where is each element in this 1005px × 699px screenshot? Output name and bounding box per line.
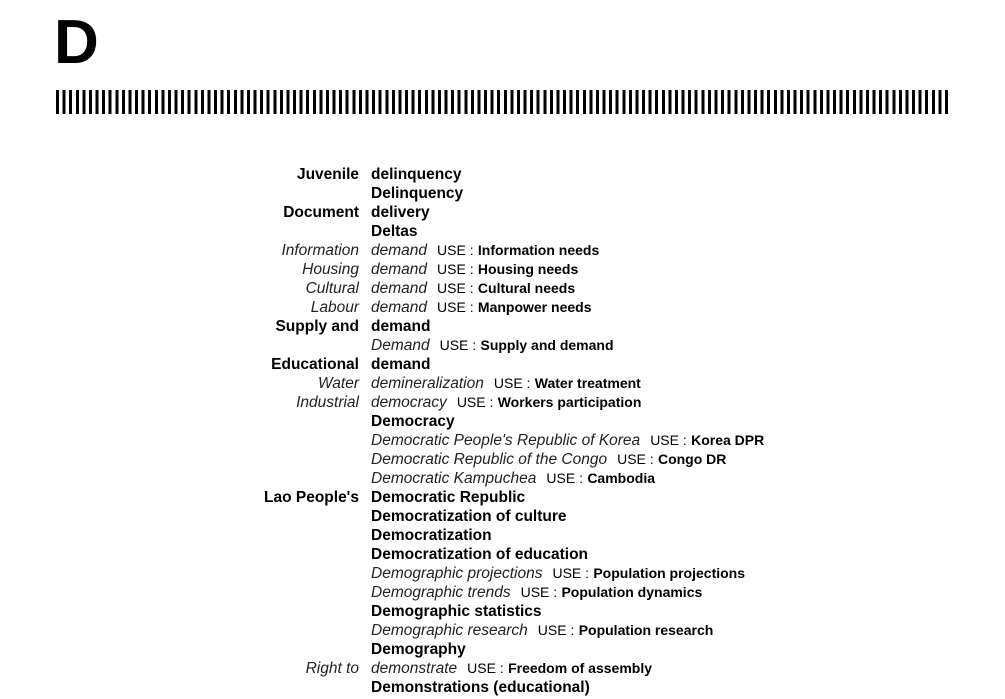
use-target: Supply and demand [480,337,614,353]
entry-term-group [371,184,463,203]
entry-term: Democratic Republic [371,489,526,506]
use-target: Manpower needs [477,299,592,315]
entry-term-group [371,241,599,260]
index-entry [0,260,1005,279]
entry-term-group [371,659,652,678]
use-target: Korea DPR [691,432,765,448]
entry-term-group [371,431,764,450]
entry-term: Democratic Republic of the Congo [371,451,608,468]
entry-term-group [371,526,492,545]
use-label: USE : [437,280,474,296]
entry-term-group [371,222,418,241]
section-letter: D [54,8,99,77]
use-target: Water treatment [534,375,641,391]
entry-term: Demographic trends [371,584,511,601]
index-entry [0,203,1005,222]
decorative-bar-rule [56,90,948,114]
entry-term-group [371,260,578,279]
entry-prefix: Information [281,242,359,259]
index-entry [0,602,1005,621]
entry-prefix: Water [317,375,359,392]
entry-term-group [371,203,430,222]
index-entry [0,279,1005,298]
use-target: Workers participation [497,394,642,410]
entry-term: Democratization of education [371,546,589,563]
entry-term: Demand [371,337,430,354]
entry-term-group [371,640,466,659]
index-entry [0,621,1005,640]
entry-term-group [371,450,726,469]
entry-term: demand [371,242,428,259]
entry-prefix: Labour [310,299,359,316]
entry-prefix: Lao People's [264,489,359,506]
index-entry [0,298,1005,317]
entry-term: demand [371,356,431,373]
entry-term: demineralization [371,375,484,392]
entry-term-group [371,564,745,583]
entry-term: Delinquency [371,185,464,202]
index-entry [0,184,1005,203]
index-entry [0,336,1005,355]
entry-term-group [371,507,567,526]
entry-term: delivery [371,204,430,221]
entry-term: Demographic research [371,622,528,639]
index-entry [0,412,1005,431]
use-target: Population dynamics [561,584,703,600]
entry-term-group [371,678,590,697]
use-target: Population research [578,622,714,638]
index-entry [0,526,1005,545]
index-entry [0,488,1005,507]
use-label: USE : [552,565,590,581]
use-target: Cultural needs [477,280,576,296]
entry-term-group [371,621,713,640]
use-label: USE : [467,660,504,676]
index-entry [0,564,1005,583]
index-entry-list [0,165,1005,697]
entry-term-group [371,412,455,431]
index-entry [0,450,1005,469]
index-entry [0,678,1005,697]
entry-term-group [371,374,641,393]
index-entry [0,355,1005,374]
entry-term: Democratic Kampuchea [371,470,537,487]
index-entry [0,222,1005,241]
use-label: USE : [520,584,558,600]
use-label: USE : [437,261,474,277]
index-entry [0,317,1005,336]
index-entry [0,659,1005,678]
use-target: Information needs [477,242,600,258]
entry-term-group [371,355,430,374]
entry-term-group [371,545,588,564]
entry-term: democracy [371,394,447,411]
index-entry [0,469,1005,488]
entry-prefix: Right to [305,660,359,677]
entry-term-group [371,317,430,336]
use-label: USE : [456,394,494,410]
entry-prefix: Supply and [275,318,359,335]
entry-term: Democratization of culture [371,508,567,525]
entry-prefix: Juvenile [296,166,359,183]
use-label: USE : [437,242,474,258]
use-target: Congo DR [657,451,727,467]
entry-term: demand [371,299,428,316]
use-label: USE : [537,622,575,638]
entry-prefix: Housing [302,261,359,278]
use-target: Housing needs [477,261,579,277]
entry-term-group [371,279,575,298]
entry-term: Democratic People's Republic of Korea [371,432,641,449]
entry-term-group [371,469,655,488]
entry-term-group [371,602,542,621]
entry-term: demonstrate [371,660,458,677]
index-entry [0,165,1005,184]
use-label: USE : [617,451,654,467]
use-label: USE : [546,470,583,486]
entry-term-group [371,488,525,507]
use-label: USE : [650,432,687,448]
entry-term: demand [371,318,431,335]
entry-term-group [371,583,702,602]
index-entry [0,640,1005,659]
entry-prefix: Cultural [305,280,359,297]
entry-term: Demographic projections [371,565,543,582]
index-entry [0,393,1005,412]
index-entry [0,374,1005,393]
entry-term: Demographic statistics [371,603,542,620]
entry-term-group [371,165,461,184]
entry-term-group [371,298,592,317]
entry-prefix: Industrial [296,394,359,411]
index-entry [0,507,1005,526]
entry-term: delinquency [371,166,462,183]
entry-term: Demography [371,641,466,658]
entry-term: demand [371,261,428,278]
use-target: Population projections [593,565,746,581]
index-entry [0,431,1005,450]
index-entry [0,583,1005,602]
entry-term: Deltas [371,223,418,240]
entry-term: demand [371,280,428,297]
entry-term-group [371,393,641,412]
index-entry [0,545,1005,564]
index-entry [0,241,1005,260]
entry-prefix: Document [283,204,359,221]
use-label: USE : [493,375,531,391]
use-target: Cambodia [587,470,655,486]
entry-prefix: Educational [271,356,359,373]
entry-term: Democracy [371,413,455,430]
use-label: USE : [437,299,474,315]
use-label: USE : [439,337,477,353]
entry-term: Demonstrations (educational) [371,679,590,696]
entry-term: Democratization [371,527,492,544]
use-target: Freedom of assembly [508,660,652,676]
entry-term-group [371,336,614,355]
